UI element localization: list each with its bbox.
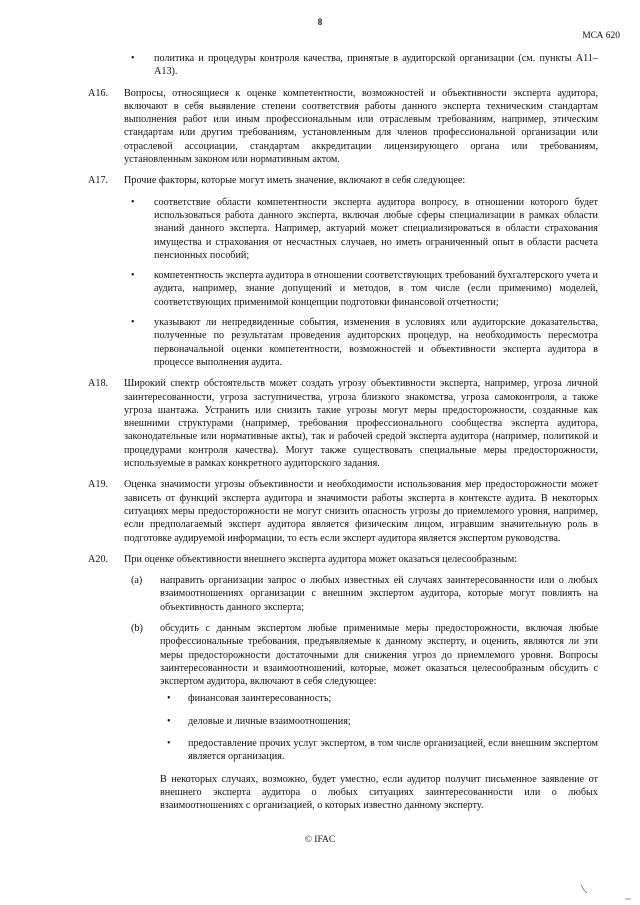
bullet-icon: • [167, 715, 171, 727]
paragraph-text: Широкий спектр обстоятельств может создать угрозу объективности эксперта, например, угроза личной заинтересованности, угроза заступничества, угроза близкого знакомства, угроза самоконтроля, а также угроза шантажа. Устранить или снизить такие угрозы могут меры предосторожности, созданные как внешними структурами (например, требования профессионального сообщества эксперта аудитора, законодательные или нормативные акты), так и рабочей средой эксперта аудитора (например, политикой и процедурами контроля качества). Могут также существовать специальные меры предосторожности, используемые в рамках конкретного аудиторского задания. [124, 378, 598, 470]
list-item-text: деловые и личные взаимоотношения; [188, 715, 351, 727]
item-text: обсудить с данным экспертом любые применимые меры предосторожности, включая любые профессиональные требования, предъявляемые к данному эксперту, и оценить, являются ли эти меры предосторожности достаточными для снижения угроз до приемлемого уровня. Вопросы заинтересованности и взаимоотношений, которые, может оказаться целесообразным обсудить с экспертом аудитора, включают в себя следующее: [160, 622, 598, 688]
paragraph-text: Оценка значимости угрозы объективности и необходимости использования мер предосторожности может зависеть от функций эксперта аудитора и значимости работы эксперта в контексте аудита. В некоторых ситуациях меры предосторожности не могут снизить опасность угрозы до приемлемого уровня, например, если предполагаемый эксперт аудитора является физическим лицом, игравшим значительную роль в подготовке аудируемой информации, то есть если эксперт аудитора является экспертом руководства. [124, 479, 598, 544]
list-item [160, 715, 598, 728]
lettered-item-a [124, 574, 598, 614]
item-letter: (b) [131, 622, 143, 634]
paragraph-number: A16. [88, 87, 109, 99]
paragraph-text: При оценке объективности внешнего эксперта аудитора может оказаться целесообразным: [124, 553, 518, 565]
paragraph-number: A20. [88, 553, 109, 565]
paragraph-a17 [88, 174, 598, 187]
scan-mark-icon [624, 894, 632, 904]
bullet-icon: • [131, 196, 135, 208]
list-item-text: указывают ли непредвиденные события, изменения в условиях или аудиторские доказательства, полученные по результатам проведения аудиторских процедур, на необходимость пересмотра первоначальной оценки компетентности, возможностей и объективности эксперта аудитора в процессе выполнения аудита. [154, 317, 598, 368]
paragraph-a18 [88, 377, 598, 470]
document-body [88, 52, 598, 821]
bullet-icon: • [131, 317, 135, 329]
paragraph-a19 [88, 478, 598, 544]
list-item-text: компетентность эксперта аудитора в отношении соответствующих требований бухгалтерского учета и аудита, например, знание допущений и методов, в том числе (если применимо) моделей, соответствующих применимой концепции подготовки финансовой отчетности; [154, 270, 598, 308]
closing-paragraph: В некоторых случаях, возможно, будет уместно, если аудитор получит письменное заявление от внешнего эксперта аудитора о любых ситуациях заинтересованности или о любых взаимоотношениях с организацией, о которых известно данному эксперту. [160, 773, 598, 812]
bullet-icon: • [167, 738, 171, 750]
bullet-icon: • [167, 693, 171, 705]
a17-bullet-list [124, 196, 598, 370]
a20-sub-bullet-list [160, 692, 598, 763]
list-item [124, 52, 598, 79]
paragraph-number: A17. [88, 175, 109, 187]
page-number: 8 [317, 17, 323, 27]
paragraph-a20 [88, 553, 598, 566]
list-item-text: политика и процедуры контроля качества, принятые в аудиторской организации (см. пункты A11–A13). [154, 53, 598, 78]
paragraph-number: A19. [88, 479, 109, 491]
scan-mark-icon [580, 884, 588, 894]
list-item-text: финансовая заинтересованность; [188, 693, 332, 705]
item-text: направить организации запрос о любых известных ей случаях заинтересованности или о любых взаимоотношениях организации с внешним экспертом аудитора, которые могут повлиять на объективность данного эксперта; [160, 575, 598, 613]
list-item [124, 269, 598, 309]
lettered-item-b [124, 622, 598, 764]
list-item [124, 196, 598, 262]
paragraph-text: Вопросы, относящиеся к оценке компетентности, возможностей и объективности эксперта аудитора, включают в себя выявление степени соответствия работы данного эксперта техническим стандартам выполнения работ или иным профессиональным или отраслевым требованиям, например, этическим стандартам или другим требованиям, установленным для членов профессиональной организации или отраслевой ассоциации, стандартам аккредитации лицензирующего органа или требованиям, установленным законом или нормативным актом. [124, 87, 598, 166]
list-item [124, 316, 598, 369]
copyright-footer: © IFAC [304, 835, 336, 845]
item-letter: (a) [131, 575, 143, 587]
paragraph-text: Прочие факторы, которые могут иметь значение, включают в себя следующее: [124, 175, 466, 187]
list-item [160, 692, 598, 705]
list-item-text: соответствие области компетентности эксперта аудитора вопросу, в отношении которого будет использоваться работа данного эксперта, включая любые сферы специализации в рамках области знаний данного эксперта. Например, актуарий может специализироваться в области страхования имущества и страхования от несчастных случаев, но иметь ограниченный опыт в области расчета пенсионных пособий; [154, 196, 598, 261]
list-item [160, 737, 598, 764]
bullet-icon: • [131, 270, 135, 282]
paragraph-a16 [88, 87, 598, 167]
standard-code: МСА 620 [582, 31, 620, 41]
paragraph-number: A18. [88, 378, 109, 390]
top-bullet-list [124, 52, 598, 79]
list-item-text: предоставление прочих услуг экспертом, в том числе организацией, если внешним экспертом является организация. [188, 738, 598, 763]
bullet-icon: • [131, 53, 135, 64]
